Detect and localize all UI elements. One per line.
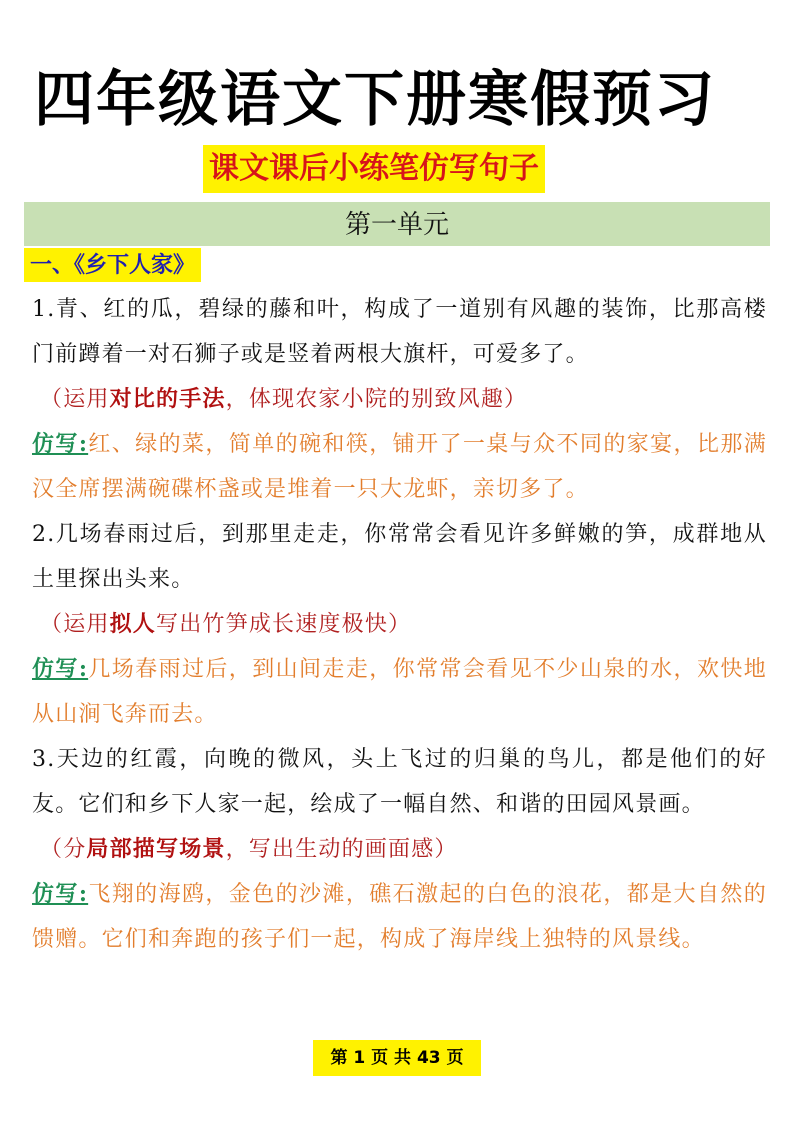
note-keyword: 拟人: [109, 611, 157, 637]
technique-note-2: [32, 602, 767, 647]
imitation-1: [32, 422, 767, 512]
lesson-title: 一、《乡下人家》: [24, 248, 201, 282]
exercise-list: [32, 287, 767, 962]
note-keyword: 局部描写场景: [86, 836, 226, 862]
imitation-text: 几场春雨过后，到山间走走，你常常会看见不少山泉的水，欢快地从山涧飞奔而去。: [32, 657, 767, 727]
page-title: 四年级语文下册寒假预习: [34, 65, 716, 135]
imitation-3: [32, 872, 767, 962]
technique-note-1: [32, 377, 767, 422]
imitation-tag: 仿写:: [32, 656, 89, 682]
original-sentence-3: 3.天边的红霞，向晚的微风，头上飞过的归巢的鸟儿，都是他们的好友。它们和乡下人家一起，绘成了一幅自然、和谐的田园风景画。: [32, 747, 767, 817]
note-prefix: （分: [40, 837, 87, 862]
note-prefix: （运用: [40, 387, 110, 412]
page-number: 第 1 页 共 43 页: [313, 1040, 481, 1076]
imitation-text: 红、绿的菜，简单的碗和筷，铺开了一桌与众不同的家宴，比那满汉全席摆满碗碟杯盏或是堆着一只大龙虾，亲切多了。: [32, 432, 767, 502]
imitation-tag: 仿写:: [32, 431, 89, 457]
note-keyword: 对比的手法: [109, 386, 226, 412]
imitation-tag: 仿写:: [32, 881, 89, 907]
unit-heading: 第一单元: [24, 202, 770, 246]
original-sentence-1: 1.青、红的瓜，碧绿的藤和叶，构成了一道别有风趣的装饰，比那高楼门前蹲着一对石狮子或是竖着两根大旗杆，可爱多了。: [32, 297, 767, 367]
note-suffix: 写出竹笋成长速度极快）: [156, 612, 412, 637]
note-suffix: ，写出生动的画面感）: [225, 837, 458, 862]
original-sentence-2: 2.几场春雨过后，到那里走走，你常常会看见许多鲜嫩的笋，成群地从土里探出头来。: [32, 522, 767, 592]
imitation-text: 飞翔的海鸥，金色的沙滩，礁石激起的白色的浪花，都是大自然的馈赠。它们和奔跑的孩子们一起，构成了海岸线上独特的风景线。: [32, 882, 767, 952]
technique-note-3: [32, 827, 767, 872]
imitation-2: [32, 647, 767, 737]
note-prefix: （运用: [40, 612, 110, 637]
subtitle-banner: 课文课后小练笔仿写句子: [203, 145, 545, 193]
note-suffix: ，体现农家小院的别致风趣）: [225, 387, 528, 412]
